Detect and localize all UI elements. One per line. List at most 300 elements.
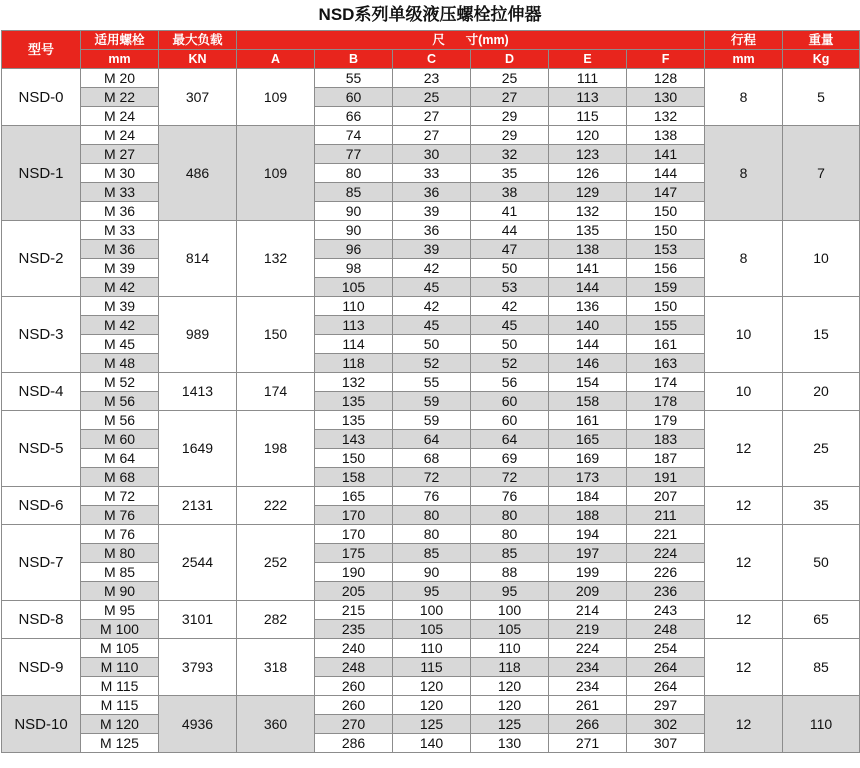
dim-b-cell: 110 bbox=[315, 297, 393, 316]
dim-c-cell: 76 bbox=[393, 487, 471, 506]
dim-e-cell: 111 bbox=[549, 69, 627, 88]
dim-f-cell: 150 bbox=[627, 202, 705, 221]
dim-c-cell: 110 bbox=[393, 639, 471, 658]
dim-e-cell: 126 bbox=[549, 164, 627, 183]
dim-f-cell: 207 bbox=[627, 487, 705, 506]
dim-d-cell: 60 bbox=[471, 392, 549, 411]
dim-b-cell: 205 bbox=[315, 582, 393, 601]
dim-c-cell: 25 bbox=[393, 88, 471, 107]
dim-d-cell: 120 bbox=[471, 696, 549, 715]
load-cell: 814 bbox=[159, 221, 237, 297]
bolt-size-cell: M 68 bbox=[81, 468, 159, 487]
table-header bbox=[2, 31, 860, 69]
dim-b-cell: 260 bbox=[315, 696, 393, 715]
weight-cell: 25 bbox=[783, 411, 860, 487]
dim-c-cell: 115 bbox=[393, 658, 471, 677]
load-cell: 2544 bbox=[159, 525, 237, 601]
dim-b-cell: 158 bbox=[315, 468, 393, 487]
dim-e-cell: 271 bbox=[549, 734, 627, 753]
dim-c-cell: 36 bbox=[393, 221, 471, 240]
bolt-size-cell: M 80 bbox=[81, 544, 159, 563]
dim-d-cell: 80 bbox=[471, 506, 549, 525]
dim-f-cell: 264 bbox=[627, 658, 705, 677]
dim-c-cell: 45 bbox=[393, 278, 471, 297]
dim-e-cell: 209 bbox=[549, 582, 627, 601]
load-cell: 2131 bbox=[159, 487, 237, 525]
dim-c-cell: 100 bbox=[393, 601, 471, 620]
dim-e-cell: 165 bbox=[549, 430, 627, 449]
bolt-size-cell: M 24 bbox=[81, 107, 159, 126]
dim-d-cell: 80 bbox=[471, 525, 549, 544]
dim-b-cell: 80 bbox=[315, 164, 393, 183]
dim-d-cell: 95 bbox=[471, 582, 549, 601]
dim-e-cell: 161 bbox=[549, 411, 627, 430]
dim-c-cell: 90 bbox=[393, 563, 471, 582]
header-stroke: 行程 bbox=[705, 31, 783, 50]
table-row bbox=[2, 126, 860, 145]
dim-d-cell: 60 bbox=[471, 411, 549, 430]
header-stroke-unit: mm bbox=[705, 50, 783, 69]
header-col-c: C bbox=[393, 50, 471, 69]
dim-f-cell: 159 bbox=[627, 278, 705, 297]
dim-d-cell: 41 bbox=[471, 202, 549, 221]
dim-c-cell: 45 bbox=[393, 316, 471, 335]
dim-c-cell: 59 bbox=[393, 392, 471, 411]
model-cell: NSD-0 bbox=[2, 69, 81, 126]
dim-b-cell: 260 bbox=[315, 677, 393, 696]
dim-d-cell: 120 bbox=[471, 677, 549, 696]
dim-d-cell: 110 bbox=[471, 639, 549, 658]
bolt-size-cell: M 110 bbox=[81, 658, 159, 677]
dim-d-cell: 29 bbox=[471, 107, 549, 126]
bolt-size-cell: M 20 bbox=[81, 69, 159, 88]
dim-a-cell: 318 bbox=[237, 639, 315, 696]
bolt-size-cell: M 33 bbox=[81, 221, 159, 240]
header-weight: 重量 bbox=[783, 31, 860, 50]
table-row bbox=[2, 696, 860, 715]
dim-e-cell: 158 bbox=[549, 392, 627, 411]
bolt-size-cell: M 30 bbox=[81, 164, 159, 183]
dim-c-cell: 42 bbox=[393, 259, 471, 278]
dim-d-cell: 45 bbox=[471, 316, 549, 335]
dim-c-cell: 80 bbox=[393, 506, 471, 525]
dim-f-cell: 248 bbox=[627, 620, 705, 639]
load-cell: 1413 bbox=[159, 373, 237, 411]
dim-c-cell: 125 bbox=[393, 715, 471, 734]
dim-e-cell: 138 bbox=[549, 240, 627, 259]
dim-e-cell: 234 bbox=[549, 658, 627, 677]
dim-e-cell: 154 bbox=[549, 373, 627, 392]
bolt-size-cell: M 27 bbox=[81, 145, 159, 164]
dim-a-cell: 109 bbox=[237, 69, 315, 126]
dim-f-cell: 191 bbox=[627, 468, 705, 487]
table-row bbox=[2, 601, 860, 620]
dim-f-cell: 155 bbox=[627, 316, 705, 335]
dim-b-cell: 105 bbox=[315, 278, 393, 297]
bolt-size-cell: M 90 bbox=[81, 582, 159, 601]
dim-e-cell: 140 bbox=[549, 316, 627, 335]
dim-c-cell: 95 bbox=[393, 582, 471, 601]
load-cell: 989 bbox=[159, 297, 237, 373]
weight-cell: 50 bbox=[783, 525, 860, 601]
table-row bbox=[2, 69, 860, 88]
bolt-size-cell: M 39 bbox=[81, 297, 159, 316]
header-weight-unit: Kg bbox=[783, 50, 860, 69]
bolt-size-cell: M 76 bbox=[81, 506, 159, 525]
load-cell: 486 bbox=[159, 126, 237, 221]
model-cell: NSD-9 bbox=[2, 639, 81, 696]
table-row bbox=[2, 297, 860, 316]
dim-e-cell: 219 bbox=[549, 620, 627, 639]
model-cell: NSD-10 bbox=[2, 696, 81, 753]
dim-a-cell: 132 bbox=[237, 221, 315, 297]
dim-b-cell: 190 bbox=[315, 563, 393, 582]
dim-b-cell: 135 bbox=[315, 392, 393, 411]
stroke-cell: 10 bbox=[705, 373, 783, 411]
stroke-cell: 12 bbox=[705, 696, 783, 753]
stroke-cell: 8 bbox=[705, 69, 783, 126]
dim-d-cell: 125 bbox=[471, 715, 549, 734]
dim-e-cell: 115 bbox=[549, 107, 627, 126]
bolt-size-cell: M 56 bbox=[81, 392, 159, 411]
dim-d-cell: 50 bbox=[471, 259, 549, 278]
header-load-unit: KN bbox=[159, 50, 237, 69]
dim-c-cell: 68 bbox=[393, 449, 471, 468]
bolt-size-cell: M 22 bbox=[81, 88, 159, 107]
weight-cell: 65 bbox=[783, 601, 860, 639]
dim-c-cell: 23 bbox=[393, 69, 471, 88]
dim-d-cell: 44 bbox=[471, 221, 549, 240]
stroke-cell: 10 bbox=[705, 297, 783, 373]
page-title: NSD系列单级液压螺栓拉伸器 bbox=[318, 5, 542, 24]
dim-e-cell: 214 bbox=[549, 601, 627, 620]
dim-d-cell: 52 bbox=[471, 354, 549, 373]
dim-c-cell: 27 bbox=[393, 126, 471, 145]
bolt-size-cell: M 115 bbox=[81, 677, 159, 696]
weight-cell: 85 bbox=[783, 639, 860, 696]
weight-cell: 35 bbox=[783, 487, 860, 525]
dim-d-cell: 32 bbox=[471, 145, 549, 164]
dim-b-cell: 118 bbox=[315, 354, 393, 373]
dim-a-cell: 360 bbox=[237, 696, 315, 753]
dim-b-cell: 85 bbox=[315, 183, 393, 202]
header-col-d: D bbox=[471, 50, 549, 69]
dim-e-cell: 123 bbox=[549, 145, 627, 164]
spec-table bbox=[1, 30, 860, 753]
dim-d-cell: 72 bbox=[471, 468, 549, 487]
dim-b-cell: 90 bbox=[315, 202, 393, 221]
dim-d-cell: 42 bbox=[471, 297, 549, 316]
dim-f-cell: 226 bbox=[627, 563, 705, 582]
dim-c-cell: 33 bbox=[393, 164, 471, 183]
load-cell: 1649 bbox=[159, 411, 237, 487]
load-cell: 3793 bbox=[159, 639, 237, 696]
dim-b-cell: 170 bbox=[315, 525, 393, 544]
dim-e-cell: 113 bbox=[549, 88, 627, 107]
dim-f-cell: 302 bbox=[627, 715, 705, 734]
dim-d-cell: 47 bbox=[471, 240, 549, 259]
dim-f-cell: 138 bbox=[627, 126, 705, 145]
dim-b-cell: 113 bbox=[315, 316, 393, 335]
bolt-size-cell: M 24 bbox=[81, 126, 159, 145]
dim-d-cell: 76 bbox=[471, 487, 549, 506]
bolt-size-cell: M 45 bbox=[81, 335, 159, 354]
bolt-size-cell: M 56 bbox=[81, 411, 159, 430]
model-cell: NSD-3 bbox=[2, 297, 81, 373]
dim-c-cell: 85 bbox=[393, 544, 471, 563]
model-cell: NSD-4 bbox=[2, 373, 81, 411]
weight-cell: 5 bbox=[783, 69, 860, 126]
model-cell: NSD-5 bbox=[2, 411, 81, 487]
weight-cell: 110 bbox=[783, 696, 860, 753]
dim-f-cell: 307 bbox=[627, 734, 705, 753]
bolt-size-cell: M 64 bbox=[81, 449, 159, 468]
dim-d-cell: 85 bbox=[471, 544, 549, 563]
stroke-cell: 12 bbox=[705, 487, 783, 525]
stroke-cell: 12 bbox=[705, 411, 783, 487]
dim-d-cell: 88 bbox=[471, 563, 549, 582]
dim-c-cell: 55 bbox=[393, 373, 471, 392]
dim-c-cell: 105 bbox=[393, 620, 471, 639]
dim-e-cell: 141 bbox=[549, 259, 627, 278]
bolt-size-cell: M 33 bbox=[81, 183, 159, 202]
dim-f-cell: 132 bbox=[627, 107, 705, 126]
dim-c-cell: 36 bbox=[393, 183, 471, 202]
dim-f-cell: 174 bbox=[627, 373, 705, 392]
bolt-size-cell: M 39 bbox=[81, 259, 159, 278]
stroke-cell: 8 bbox=[705, 221, 783, 297]
dim-a-cell: 150 bbox=[237, 297, 315, 373]
dim-b-cell: 215 bbox=[315, 601, 393, 620]
dim-f-cell: 144 bbox=[627, 164, 705, 183]
dim-e-cell: 188 bbox=[549, 506, 627, 525]
bolt-size-cell: M 42 bbox=[81, 316, 159, 335]
dim-e-cell: 132 bbox=[549, 202, 627, 221]
bolt-size-cell: M 36 bbox=[81, 202, 159, 221]
dim-a-cell: 222 bbox=[237, 487, 315, 525]
dim-b-cell: 98 bbox=[315, 259, 393, 278]
dim-e-cell: 194 bbox=[549, 525, 627, 544]
dim-a-cell: 282 bbox=[237, 601, 315, 639]
model-cell: NSD-8 bbox=[2, 601, 81, 639]
weight-cell: 20 bbox=[783, 373, 860, 411]
dim-d-cell: 53 bbox=[471, 278, 549, 297]
dim-f-cell: 161 bbox=[627, 335, 705, 354]
dim-d-cell: 27 bbox=[471, 88, 549, 107]
dim-f-cell: 224 bbox=[627, 544, 705, 563]
dim-c-cell: 30 bbox=[393, 145, 471, 164]
dim-f-cell: 153 bbox=[627, 240, 705, 259]
dim-c-cell: 59 bbox=[393, 411, 471, 430]
header-col-a: A bbox=[237, 50, 315, 69]
dim-f-cell: 141 bbox=[627, 145, 705, 164]
dim-c-cell: 52 bbox=[393, 354, 471, 373]
dim-f-cell: 243 bbox=[627, 601, 705, 620]
dim-f-cell: 236 bbox=[627, 582, 705, 601]
bolt-size-cell: M 72 bbox=[81, 487, 159, 506]
dim-e-cell: 261 bbox=[549, 696, 627, 715]
dim-f-cell: 147 bbox=[627, 183, 705, 202]
dim-b-cell: 132 bbox=[315, 373, 393, 392]
dim-d-cell: 130 bbox=[471, 734, 549, 753]
dim-e-cell: 136 bbox=[549, 297, 627, 316]
dim-a-cell: 198 bbox=[237, 411, 315, 487]
table-row bbox=[2, 373, 860, 392]
dim-f-cell: 264 bbox=[627, 677, 705, 696]
dim-e-cell: 169 bbox=[549, 449, 627, 468]
weight-cell: 7 bbox=[783, 126, 860, 221]
dim-f-cell: 150 bbox=[627, 297, 705, 316]
bolt-size-cell: M 120 bbox=[81, 715, 159, 734]
dim-c-cell: 72 bbox=[393, 468, 471, 487]
model-cell: NSD-1 bbox=[2, 126, 81, 221]
dim-e-cell: 199 bbox=[549, 563, 627, 582]
dim-b-cell: 60 bbox=[315, 88, 393, 107]
stroke-cell: 12 bbox=[705, 525, 783, 601]
dim-e-cell: 135 bbox=[549, 221, 627, 240]
dim-c-cell: 140 bbox=[393, 734, 471, 753]
dim-f-cell: 150 bbox=[627, 221, 705, 240]
dim-d-cell: 50 bbox=[471, 335, 549, 354]
bolt-size-cell: M 95 bbox=[81, 601, 159, 620]
dim-b-cell: 55 bbox=[315, 69, 393, 88]
dim-c-cell: 39 bbox=[393, 240, 471, 259]
dim-d-cell: 35 bbox=[471, 164, 549, 183]
dim-e-cell: 197 bbox=[549, 544, 627, 563]
weight-cell: 15 bbox=[783, 297, 860, 373]
dim-e-cell: 146 bbox=[549, 354, 627, 373]
dim-f-cell: 211 bbox=[627, 506, 705, 525]
table-body bbox=[2, 69, 860, 753]
dim-f-cell: 183 bbox=[627, 430, 705, 449]
table-row bbox=[2, 525, 860, 544]
dim-a-cell: 252 bbox=[237, 525, 315, 601]
header-dimensions: 尺 寸(mm) bbox=[237, 31, 705, 50]
dim-f-cell: 156 bbox=[627, 259, 705, 278]
bolt-size-cell: M 42 bbox=[81, 278, 159, 297]
dim-b-cell: 96 bbox=[315, 240, 393, 259]
dim-e-cell: 129 bbox=[549, 183, 627, 202]
weight-cell: 10 bbox=[783, 221, 860, 297]
header-col-b: B bbox=[315, 50, 393, 69]
dim-e-cell: 234 bbox=[549, 677, 627, 696]
dim-b-cell: 175 bbox=[315, 544, 393, 563]
dim-b-cell: 143 bbox=[315, 430, 393, 449]
dim-f-cell: 254 bbox=[627, 639, 705, 658]
dim-e-cell: 144 bbox=[549, 335, 627, 354]
bolt-size-cell: M 60 bbox=[81, 430, 159, 449]
dim-d-cell: 69 bbox=[471, 449, 549, 468]
bolt-size-cell: M 105 bbox=[81, 639, 159, 658]
dim-c-cell: 27 bbox=[393, 107, 471, 126]
header-load: 最大负载 bbox=[159, 31, 237, 50]
dim-f-cell: 163 bbox=[627, 354, 705, 373]
header-col-e: E bbox=[549, 50, 627, 69]
bolt-size-cell: M 76 bbox=[81, 525, 159, 544]
bolt-size-cell: M 125 bbox=[81, 734, 159, 753]
dim-a-cell: 174 bbox=[237, 373, 315, 411]
dim-c-cell: 39 bbox=[393, 202, 471, 221]
dim-b-cell: 270 bbox=[315, 715, 393, 734]
dim-e-cell: 120 bbox=[549, 126, 627, 145]
header-bolt-unit: mm bbox=[81, 50, 159, 69]
dim-e-cell: 184 bbox=[549, 487, 627, 506]
dim-f-cell: 178 bbox=[627, 392, 705, 411]
table-row bbox=[2, 639, 860, 658]
dim-d-cell: 105 bbox=[471, 620, 549, 639]
dim-a-cell: 109 bbox=[237, 126, 315, 221]
dim-b-cell: 165 bbox=[315, 487, 393, 506]
dim-e-cell: 173 bbox=[549, 468, 627, 487]
dim-c-cell: 50 bbox=[393, 335, 471, 354]
load-cell: 3101 bbox=[159, 601, 237, 639]
dim-b-cell: 77 bbox=[315, 145, 393, 164]
load-cell: 307 bbox=[159, 69, 237, 126]
dim-c-cell: 80 bbox=[393, 525, 471, 544]
bolt-size-cell: M 52 bbox=[81, 373, 159, 392]
table-row bbox=[2, 411, 860, 430]
dim-f-cell: 297 bbox=[627, 696, 705, 715]
dim-b-cell: 240 bbox=[315, 639, 393, 658]
dim-c-cell: 64 bbox=[393, 430, 471, 449]
dim-d-cell: 64 bbox=[471, 430, 549, 449]
dim-f-cell: 179 bbox=[627, 411, 705, 430]
dim-d-cell: 25 bbox=[471, 69, 549, 88]
header-model: 型号 bbox=[2, 31, 81, 69]
dim-d-cell: 56 bbox=[471, 373, 549, 392]
dim-b-cell: 150 bbox=[315, 449, 393, 468]
dim-e-cell: 144 bbox=[549, 278, 627, 297]
dim-d-cell: 100 bbox=[471, 601, 549, 620]
header-bolt: 适用螺栓 bbox=[81, 31, 159, 50]
bolt-size-cell: M 36 bbox=[81, 240, 159, 259]
dim-c-cell: 120 bbox=[393, 696, 471, 715]
table-row bbox=[2, 221, 860, 240]
dim-d-cell: 29 bbox=[471, 126, 549, 145]
dim-c-cell: 42 bbox=[393, 297, 471, 316]
dim-b-cell: 90 bbox=[315, 221, 393, 240]
bolt-size-cell: M 100 bbox=[81, 620, 159, 639]
bolt-size-cell: M 48 bbox=[81, 354, 159, 373]
dim-d-cell: 38 bbox=[471, 183, 549, 202]
dim-d-cell: 118 bbox=[471, 658, 549, 677]
stroke-cell: 8 bbox=[705, 126, 783, 221]
dim-b-cell: 248 bbox=[315, 658, 393, 677]
dim-e-cell: 224 bbox=[549, 639, 627, 658]
model-cell: NSD-7 bbox=[2, 525, 81, 601]
dim-f-cell: 187 bbox=[627, 449, 705, 468]
stroke-cell: 12 bbox=[705, 601, 783, 639]
model-cell: NSD-6 bbox=[2, 487, 81, 525]
dim-f-cell: 128 bbox=[627, 69, 705, 88]
dim-b-cell: 114 bbox=[315, 335, 393, 354]
table-row bbox=[2, 487, 860, 506]
dim-f-cell: 221 bbox=[627, 525, 705, 544]
dim-e-cell: 266 bbox=[549, 715, 627, 734]
dim-f-cell: 130 bbox=[627, 88, 705, 107]
dim-b-cell: 135 bbox=[315, 411, 393, 430]
dim-b-cell: 66 bbox=[315, 107, 393, 126]
bolt-size-cell: M 85 bbox=[81, 563, 159, 582]
dim-b-cell: 235 bbox=[315, 620, 393, 639]
load-cell: 4936 bbox=[159, 696, 237, 753]
model-cell: NSD-2 bbox=[2, 221, 81, 297]
bolt-size-cell: M 115 bbox=[81, 696, 159, 715]
dim-b-cell: 74 bbox=[315, 126, 393, 145]
dim-c-cell: 120 bbox=[393, 677, 471, 696]
stroke-cell: 12 bbox=[705, 639, 783, 696]
dim-b-cell: 286 bbox=[315, 734, 393, 753]
